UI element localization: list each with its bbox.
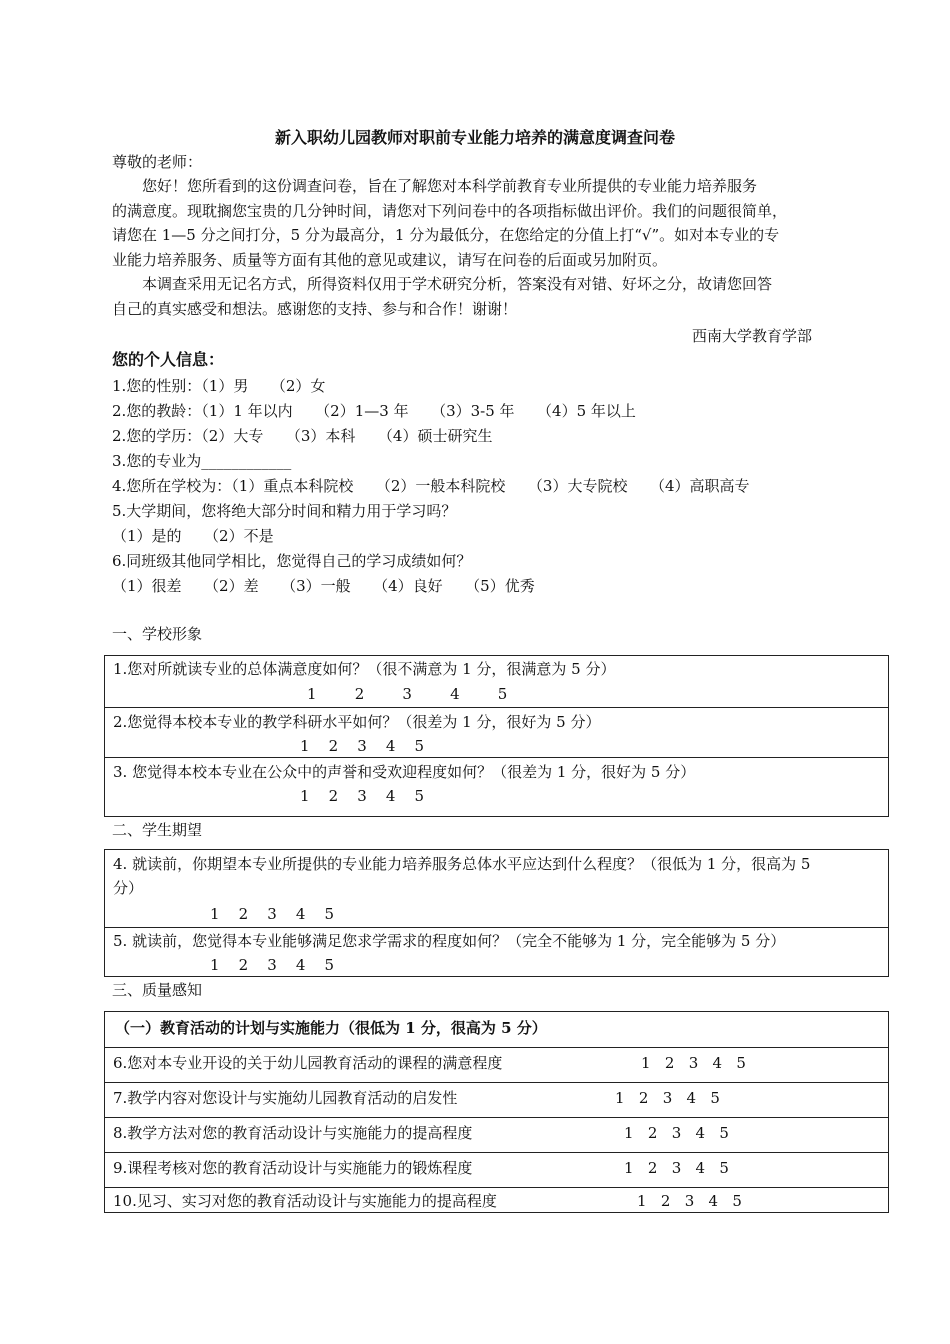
personal-info-heading: 您的个人信息： (112, 350, 225, 369)
info-line-major: 3.您的专业为____________ (112, 452, 292, 470)
item-text: 8.教学方法对您的教育活动设计与实施能力的提高程度 (113, 1124, 473, 1142)
intro-line: 的满意度。现耽搁您宝贵的几分钟时间，请您对下列问卷中的各项指标做出评价。我们的问题很简单， (112, 201, 788, 220)
rating-scale[interactable]: 1 2 3 4 5 (307, 685, 508, 703)
rating-scale[interactable]: 1 2 3 4 5 (210, 905, 335, 923)
intro-line: 自己的真实感受和想法。感谢您的支持、参与和合作！谢谢！ (112, 299, 518, 318)
info-line-teaching-years: 2.您的教龄：（1）1 年以内 （2）1—3 年 （3）3-5 年 （4）5 年以上 (112, 402, 636, 420)
subheading-row (105, 1012, 888, 1048)
rating-scale[interactable]: 1 2 3 4 5 (624, 1124, 729, 1142)
question-text-continued: 分） (113, 879, 144, 897)
section1-table (104, 655, 889, 817)
item-row (105, 1047, 888, 1083)
rating-scale[interactable]: 1 2 3 4 5 (637, 1192, 742, 1210)
rating-scale[interactable]: 1 2 3 4 5 (210, 956, 335, 974)
intro-line: 您好！您所看到的这份调查问卷，旨在了解您对本科学前教育专业所提供的专业能力培养服务 (112, 177, 758, 195)
question-cell (105, 656, 888, 708)
question-cell (105, 850, 888, 927)
signature: 西南大学教育学部 (692, 327, 813, 345)
item-text: 7.教学内容对您设计与实施幼儿园教育活动的启发性 (113, 1089, 458, 1107)
info-line-school: 4.您所在学校为：（1）重点本科院校 （2）一般本科院校 （3）大专院校 （4）高职高专 (112, 477, 750, 495)
info-line-grades-options: （1）很差 （2）差 （3）一般 （4）良好 （5）优秀 (112, 577, 535, 595)
intro-paragraph (112, 174, 847, 322)
info-line-gender: 1.您的性别：（1）男 （2）女 (112, 377, 326, 395)
question-cell (105, 707, 888, 758)
section1-heading: 一、学校形象 (112, 625, 203, 643)
rating-scale[interactable]: 1 2 3 4 5 (300, 787, 425, 805)
intro-line: 请您在 1—5 分之间打分，5 分为最高分，1 分为最低分，在您给定的分值上打“√”。如对本专业的专 (112, 226, 780, 245)
section2-heading: 二、学生期望 (112, 821, 203, 839)
intro-line: 本调查采用无记名方式，所得资料仅用于学术研究分析，答案没有对错、好坏之分，故请您回答 (112, 275, 773, 294)
item-row (105, 1152, 888, 1188)
document-title: 新入职幼儿园教师对职前专业能力培养的满意度调查问卷 (274, 128, 675, 147)
question-text: 5. 就读前，您觉得本专业能够满足您求学需求的程度如何？（完全不能够为 1 分，完全能够为 5 分） (113, 932, 786, 950)
item-text: 10.见习、实习对您的教育活动设计与实施能力的提高程度 (113, 1192, 497, 1210)
question-text: 2.您觉得本校本专业的教学科研水平如何？（很差为 1 分，很好为 5 分） (113, 713, 601, 731)
item-row (105, 1187, 888, 1213)
question-cell (105, 927, 888, 977)
section3-subheading: （一）教育活动的计划与实施能力（很低为 1 分，很高为 5 分） (115, 1019, 547, 1037)
item-row (105, 1082, 888, 1118)
rating-scale[interactable]: 1 2 3 4 5 (624, 1159, 729, 1177)
rating-scale[interactable]: 1 2 3 4 5 (615, 1089, 720, 1107)
question-text: 4. 就读前，你期望本专业所提供的专业能力培养服务总体水平应达到什么程度？（很低为 1 分，很高为 5 (113, 855, 811, 873)
personal-info-list (112, 374, 847, 599)
question-text: 1.您对所就读专业的总体满意度如何？（很不满意为 1 分，很满意为 5 分） (113, 660, 616, 678)
rating-scale[interactable]: 1 2 3 4 5 (300, 737, 425, 755)
section3-table (104, 1011, 889, 1213)
question-cell (105, 757, 888, 816)
section2-table (104, 849, 889, 977)
rating-scale[interactable]: 1 2 3 4 5 (641, 1054, 746, 1072)
info-line-grades: 6.同班级其他同学相比，您觉得自己的学习成绩如何？ (112, 552, 472, 570)
salutation: 尊敬的老师： (112, 153, 203, 171)
intro-line: 业能力培养服务、质量等方面有其他的意见或建议，请写在问卷的后面或另加附页。 (112, 250, 668, 269)
item-text: 6.您对本专业开设的关于幼儿园教育活动的课程的满意程度 (113, 1054, 503, 1072)
info-line-study-time-options: （1）是的 （2）不是 (112, 527, 274, 545)
info-line-education: 2.您的学历：（2）大专 （3）本科 （4）硕士研究生 (112, 427, 493, 445)
item-row (105, 1117, 888, 1153)
section3-heading: 三、质量感知 (112, 981, 203, 999)
info-line-study-time: 5.大学期间，您将绝大部分时间和精力用于学习吗？ (112, 502, 457, 520)
item-text: 9.课程考核对您的教育活动设计与实施能力的锻炼程度 (113, 1159, 473, 1177)
question-text: 3. 您觉得本校本专业在公众中的声誉和受欢迎程度如何？（很差为 1 分，很好为 5 分） (113, 763, 696, 781)
